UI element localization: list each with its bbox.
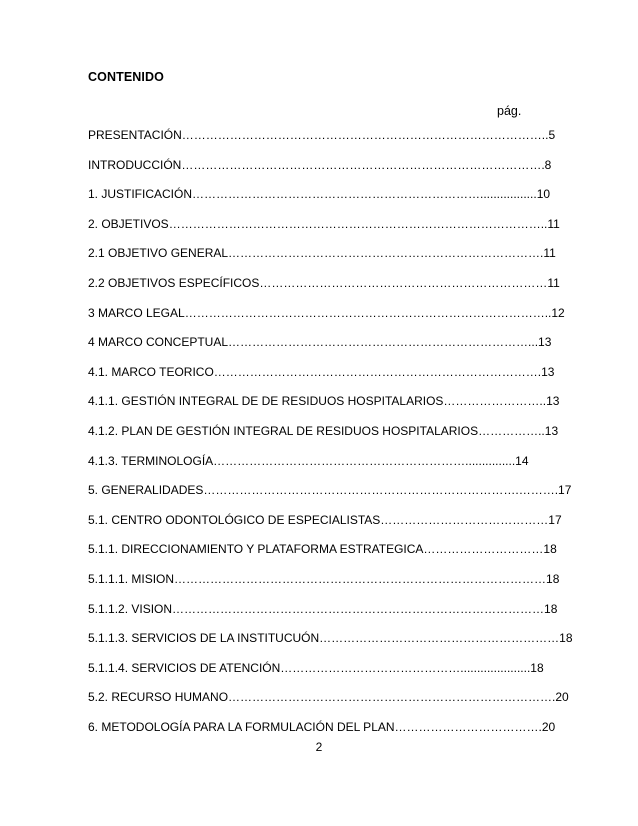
toc-entry: 5.1.1.2. VISION…………………………………………………………………………………18 [88, 601, 558, 616]
toc-entry: 5.2. RECURSO HUMANO……………………………………………………………………….20 [88, 690, 569, 705]
toc-entry: 4.1.2. PLAN DE GESTIÓN INTEGRAL DE RESIDUOS HOSPITALARIOS……………..13 [88, 424, 559, 438]
toc-entry: PRESENTACIÓN………………………………………………………………………………..5 [88, 128, 556, 142]
toc-entry: 4.1. MARCO TEORICO……………………………………………………………………….13 [88, 364, 555, 379]
toc-entry: 2.1 OBJETIVO GENERAL…………………………………………………………………….11 [88, 246, 556, 261]
toc-entry: 5.1. CENTRO ODONTOLÓGICO DE ESPECIALISTAS……………………………………17 [88, 512, 562, 527]
toc-entry: INTRODUCCIÓN……………………………………………………………………………….8 [88, 157, 552, 172]
toc-entry: 5.1.1. DIRECCIONAMIENTO Y PLATAFORMA ESTRATEGICA…………………………18 [88, 542, 557, 557]
toc-entry: 6. METODOLOGÍA PARA LA FORMULACIÓN DEL PLAN……………………………….20 [88, 720, 556, 734]
toc-entry: 4.1.1. GESTIÓN INTEGRAL DE DE RESIDUOS HOSPITALARIOS……………………..13 [88, 394, 560, 409]
toc-entry: 5.1.1.1. MISION…………………………………………………………………………………18 [88, 572, 560, 586]
toc-entry: 5. GENERALIDADES…………………………………………………………………….……….17 [88, 483, 572, 498]
toc-entry: 2. OBJETIVOS…………………………………………………………………………………..11 [88, 216, 560, 231]
page-number: 2 [315, 740, 323, 754]
toc-entry: 5.1.1.4. SERVICIOS DE ATENCIÓN……………………………………….....................18 [88, 660, 544, 675]
toc-entry: 1. JUSTIFICACIÓN……………………………………………………………….................10 [88, 187, 551, 202]
page-column-label: pág. [497, 104, 522, 118]
toc-entry: 4 MARCO CONCEPTUAL…………………………………………………………………...13 [88, 335, 552, 350]
toc-entry: 5.1.1.3. SERVICIOS DE LA INSTITUCUÓN……………………………………………………18 [88, 631, 573, 646]
toc-entry: 4.1.3. TERMINOLOGÍA………………………………………………………...............14 [88, 453, 529, 468]
toc-heading: CONTENIDO [88, 70, 164, 84]
toc-entry: 3 MARCO LEGAL………………………………………………………………………………..12 [88, 305, 565, 320]
toc-entry: 2.2 OBJETIVOS ESPECÍFICOS………………………………………………………………11 [88, 276, 560, 290]
